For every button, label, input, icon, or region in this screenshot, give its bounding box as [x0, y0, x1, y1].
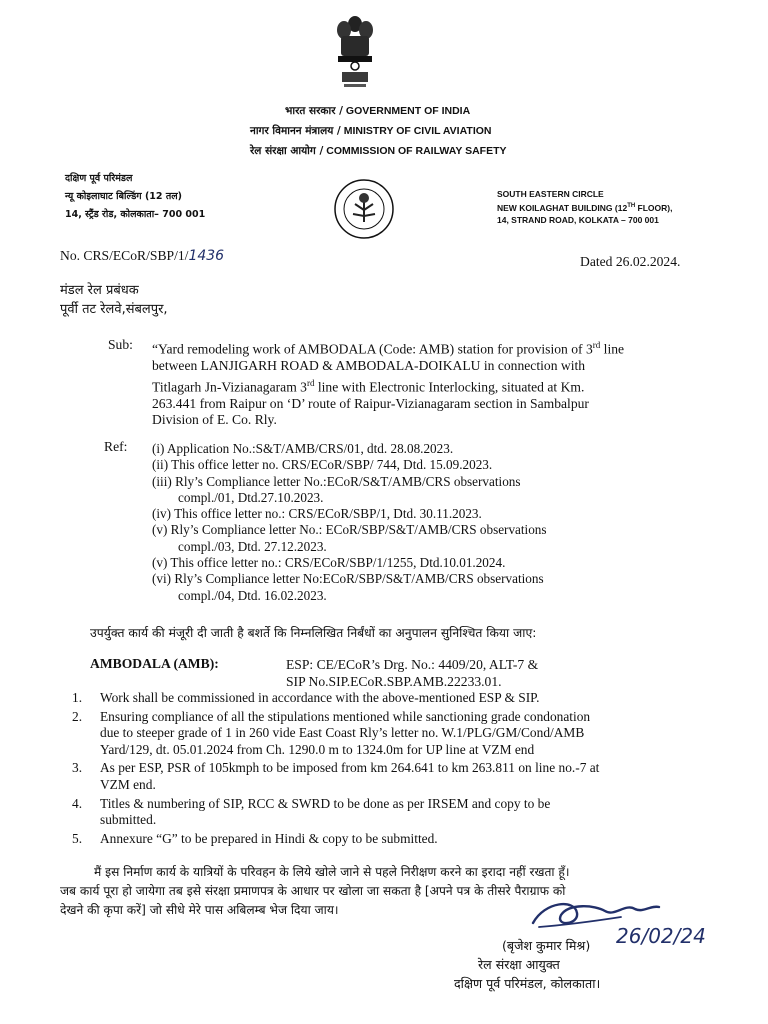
subject-text: “Yard remodeling work of AMBODALA (Code: AMB) station for provision of 3rd line between LANJIGARH ROAD & AMBODALA-DOIKALU in connection with Titlagarh Jn-Vizianagaram 3rd line with Electronic Interlocking, situated at Km. 263.441 from Raipur on ‘D’ route of Raipur-Vizianagaram section in Sambalpur Division of E. Co. Rly.	[152, 340, 625, 428]
signatory-designation: रेल संरक्षा आयुक्त	[478, 957, 560, 972]
signature-date: 26/02/24	[616, 924, 706, 948]
national-emblem	[328, 8, 382, 92]
header-line-2: नागर विमानन मंत्रालय / MINISTRY OF CIVIL AVIATION	[250, 125, 492, 137]
reference-item: compl./01, Dtd.27.10.2023.	[178, 489, 324, 505]
reference-item: compl./04, Dtd. 16.02.2023.	[178, 587, 327, 603]
signatory-block	[440, 936, 600, 993]
signatory-name: (बृजेश कुमार मिश्र)	[502, 938, 591, 953]
reference-item: (v) This office letter no.: CRS/ECoR/SBP/1/1255, Dtd.10.01.2024.	[152, 555, 506, 571]
reference-item: (ii) This office letter no. CRS/ECoR/SBP/ 744, Dtd. 15.09.2023.	[152, 457, 493, 473]
letter-date: Dated 26.02.2024.	[580, 254, 681, 269]
closing-paragraph: मैं इस निर्माण कार्य के यात्रियों के परिवहन के लिये खोले जाने से पहले निरीक्षण करने का इरादा नहीं रखता हूँ। जब कार्य पूरा हो जायेगा तब इसे संरक्षा प्रमाणपत्र के आधार पर खोला जा सकता है [अपने पत्र के तीसरे पैराग्राफ को देखने की कृपा करें] जो सीधे मेरे पास अबिलम्ब भेज दिया जाय।	[60, 865, 570, 917]
condition-item: 5. Annexure “G” to be prepared in Hindi & copy to be submitted.	[72, 830, 438, 846]
header-line-1: भारत सरकार / GOVERNMENT OF INDIA	[285, 105, 471, 117]
condition-item: 3. As per ESP, PSR of 105kmph to be imposed from km 264.641 to km 263.811 on line no.-7 at VZM end.	[72, 760, 600, 792]
subject-label: Sub:	[108, 337, 133, 352]
reference-list	[152, 441, 547, 604]
station-drawings: ESP: CE/ECoR’s Drg. No.: 4409/20, ALT-7 & SIP No.SIP.ECoR.SBP.AMB.22233.01.	[286, 657, 539, 689]
reference-item: (vi) Rly’s Compliance letter No:ECoR/SBP/S&T/AMB/CRS observations	[152, 571, 544, 587]
letter-number: No. CRS/ECoR/SBP/1/1436	[60, 248, 225, 264]
letter-number-handwritten: 1436	[188, 248, 225, 264]
crs-seal-icon	[333, 178, 395, 240]
station-label: AMBODALA (AMB):	[90, 656, 219, 671]
header-line-3: रेल संरक्षा आयोग / COMMISSION OF RAILWAY SAFETY	[250, 145, 507, 157]
reference-item: (i) Application No.:S&T/AMB/CRS/01, dtd. 28.08.2023.	[152, 441, 454, 456]
reference-label: Ref:	[104, 439, 128, 454]
condition-item: 1. Work shall be commissioned in accordance with the above-mentioned ESP & SIP.	[72, 690, 540, 705]
conditions-list	[72, 690, 599, 847]
sanction-statement: उपर्युक्त कार्य की मंजूरी दी जाती है बशर्ते कि निम्नलिखित निर्बंधों का अनुपालन सुनिश्चित किया जाए:	[90, 626, 537, 640]
circle-address-english: SOUTH EASTERN CIRCLE NEW KOILAGHAT BUILDING (12TH FLOOR), 14, STRAND ROAD, KOLKATA – 700 001	[497, 189, 673, 225]
condition-item: 4. Titles & numbering of SIP, RCC & SWRD to be done as per IRSEM and copy to be submitted.	[72, 795, 551, 828]
reference-item: compl./03, Dtd. 27.12.2023.	[178, 538, 327, 554]
reference-item: (iv) This office letter no.: CRS/ECoR/SBP/1, Dtd. 30.11.2023.	[152, 506, 482, 522]
circle-address-hindi: दक्षिण पूर्व परिमंडल न्यू कोइलाघाट बिल्डिंग (12 तल) 14, स्ट्रैंड रोड, कोलकाता– 700 001	[65, 173, 206, 220]
signatory-circle: दक्षिण पूर्व परिमंडल, कोलकाता।	[454, 976, 601, 991]
condition-item: 2. Ensuring compliance of all the stipulations mentioned while sanctioning grade condonation due to steeper grade of 1 in 260 vide East Coast Rly’s letter no. W.1/PLG/GM/Cond/AMB Yard/129, dt. 05.01.2024 from Ch. 1290.0 m to 1324.0m for UP line at VZM end	[72, 708, 591, 757]
addressee: मंडल रेल प्रबंधक पूर्वी तट रेलवे,संबलपुर,	[60, 283, 168, 317]
reference-item: (iii) Rly’s Compliance letter No.:ECoR/S&T/AMB/CRS observations	[152, 473, 521, 489]
reference-item: (v) Rly’s Compliance letter No.: ECoR/SBP/S&T/AMB/CRS observations	[152, 522, 547, 538]
